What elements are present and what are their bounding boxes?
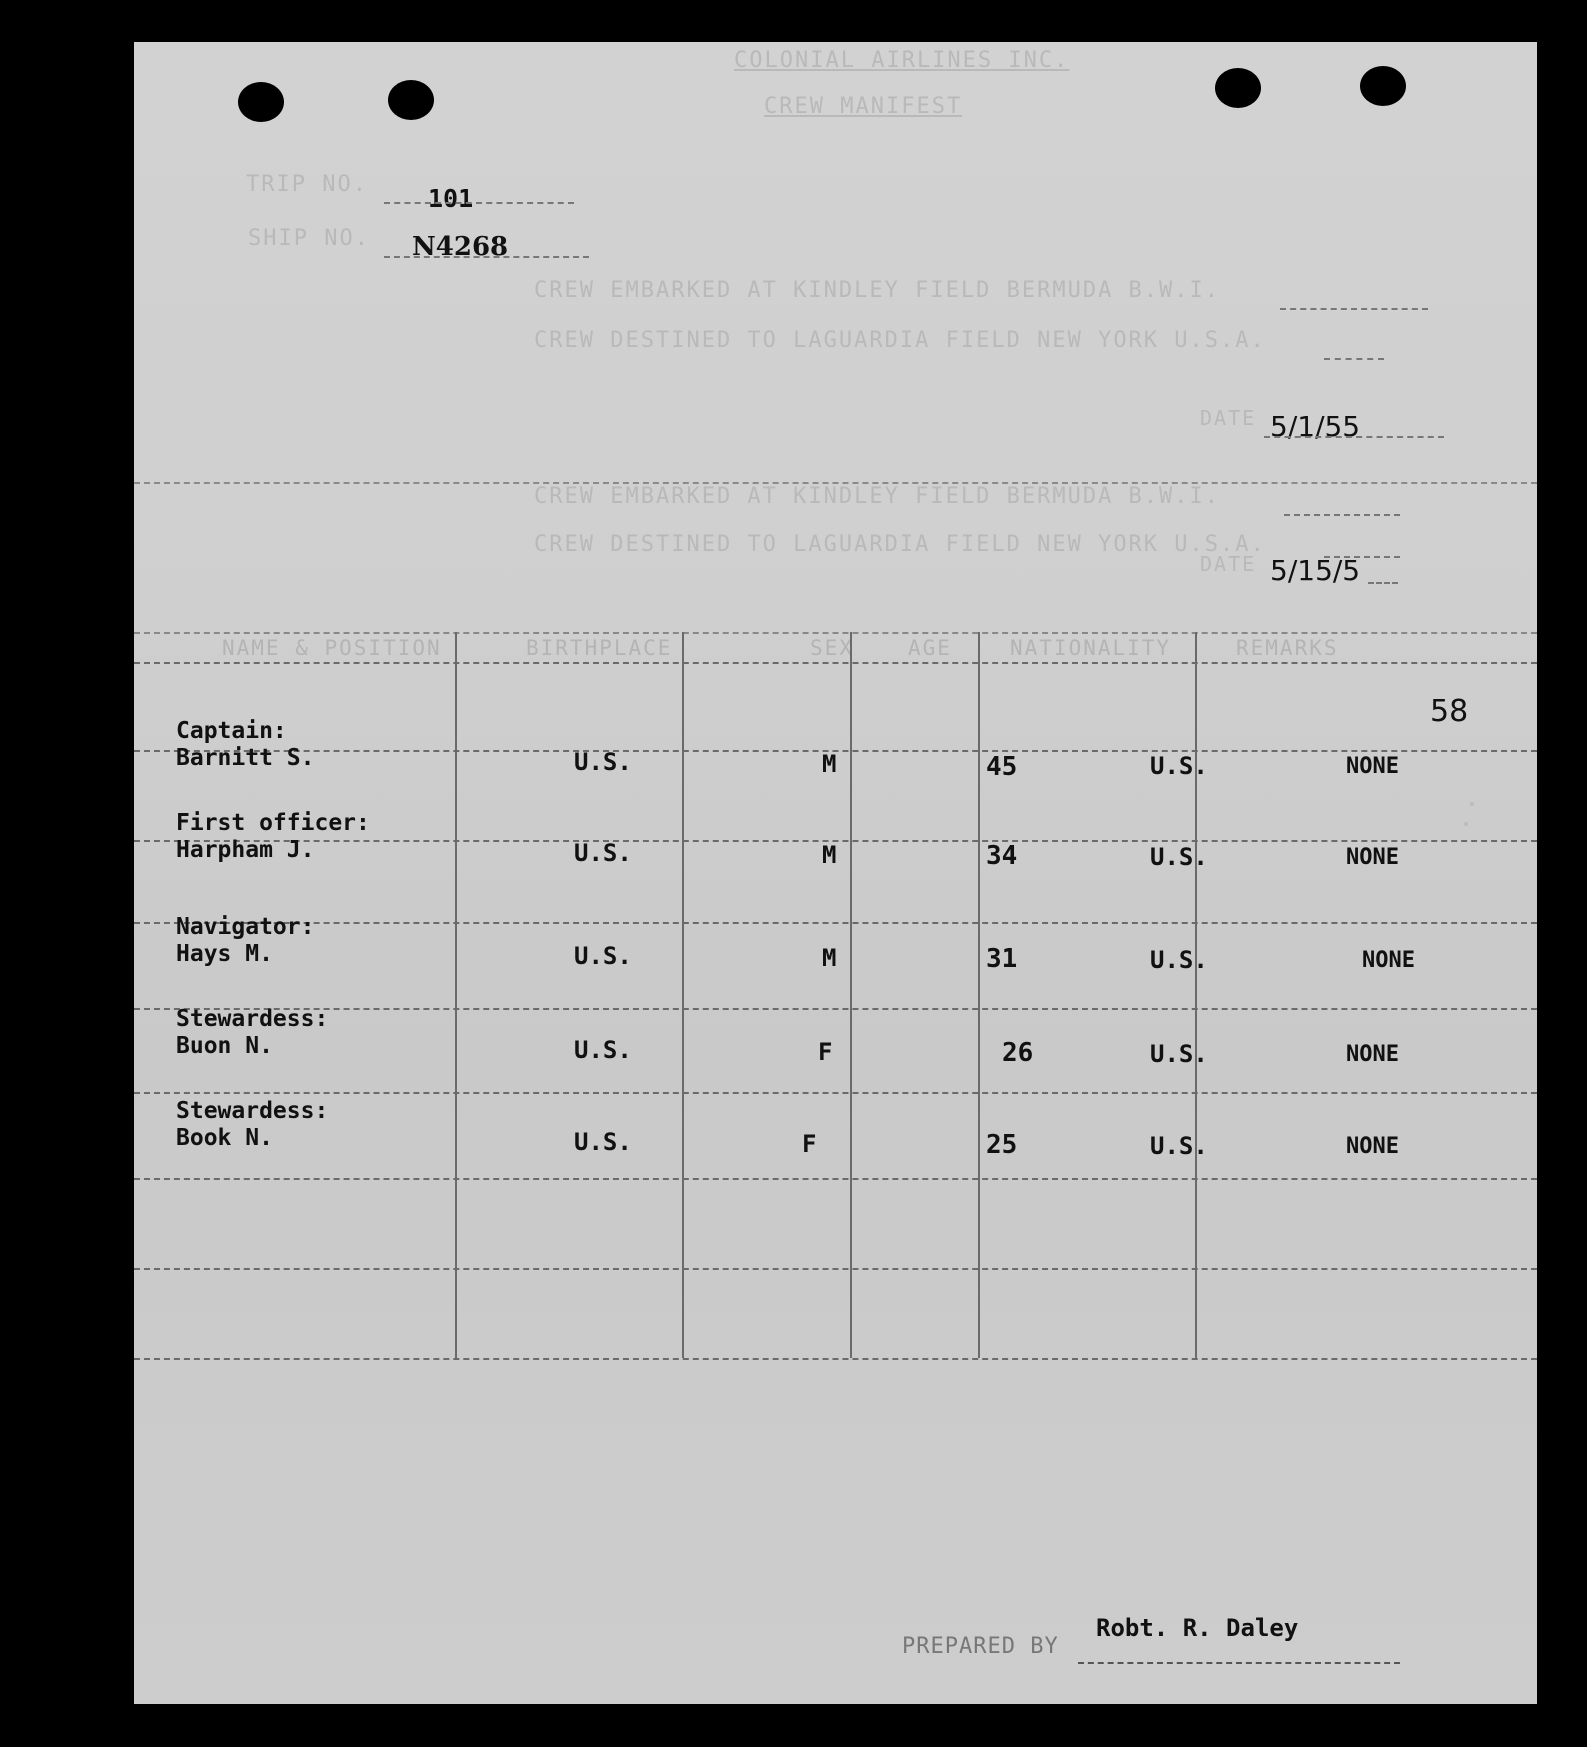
route1-date: 5/1/55 [1270,410,1361,443]
row1-nationality: U.S. [1150,752,1208,780]
paper-speck [1470,802,1474,806]
ship-underline [384,256,589,258]
row1-age: 45 [986,752,1018,782]
row1-name: Barnitt S. [176,745,315,771]
row1-remarks: NONE [1346,754,1399,779]
route1-embarked-line [1280,308,1428,310]
row3-nationality: U.S. [1150,946,1208,974]
row1-position: Captain: [176,718,287,744]
punch-hole-2 [388,80,434,120]
col-divider-3 [850,632,852,1358]
row1-birthplace: U.S. [574,748,632,776]
col-header-birthplace: BIRTHPLACE [526,636,673,660]
col-divider-2 [682,632,684,1358]
row4-name: Buon N. [176,1033,273,1059]
manifest-page [134,42,1537,1704]
row2-sex: M [822,841,837,869]
row-rule-5 [134,1092,1537,1094]
ship-label: SHIP NO. [248,226,370,251]
punch-hole-3 [1215,68,1261,108]
route2-destined: CREW DESTINED TO LAGUARDIA FIELD NEW YORK U.S.A. [534,532,1266,557]
row3-name: Hays M. [176,941,273,967]
row5-remarks: NONE [1346,1134,1399,1159]
row2-birthplace: U.S. [574,839,632,867]
row4-sex: F [818,1038,833,1066]
route2-date-label: DATE [1200,552,1257,576]
row-rule-6 [134,1178,1537,1180]
row4-age: 26 [1002,1038,1034,1068]
route2-date-line [1368,582,1398,584]
row2-position: First officer: [176,810,370,836]
route1-destined: CREW DESTINED TO LAGUARDIA FIELD NEW YORK U.S.A. [534,328,1266,353]
col-header-age: AGE [908,636,952,660]
row5-birthplace: U.S. [574,1128,632,1156]
row4-position: Stewardess: [176,1006,329,1032]
row3-remarks: NONE [1362,948,1415,973]
prepared-by-underline [1078,1662,1400,1664]
document-title: CREW MANIFEST [764,94,963,119]
col-divider-1 [455,632,457,1358]
row2-nationality: U.S. [1150,843,1208,871]
row1-sex: M [822,750,837,778]
row5-sex: F [802,1130,817,1158]
page-mark: 58 [1430,694,1469,729]
row5-age: 25 [986,1130,1018,1160]
route1-destined-line [1324,358,1384,360]
ship-number: N4268 [412,232,509,262]
row3-position: Navigator: [176,914,315,940]
col-header-remarks: REMARKS [1236,636,1339,660]
paper-speck [1464,822,1468,826]
prepared-by-name: Robt. R. Daley [1096,1614,1299,1642]
route1-date-line [1264,436,1444,438]
row5-position: Stewardess: [176,1098,329,1124]
col-header-nationality: NATIONALITY [1010,636,1172,660]
row-rule-7 [134,1268,1537,1270]
trip-label: TRIP NO. [246,172,368,197]
col-divider-4 [978,632,980,1358]
row3-sex: M [822,944,837,972]
col-header-sex: SEX [810,636,854,660]
trip-number: 101 [428,184,474,213]
trip-underline [384,202,574,204]
table-header-rule [134,662,1537,664]
route2-embarked: CREW EMBARKED AT KINDLEY FIELD BERMUDA B.W.I. [534,484,1221,509]
row4-nationality: U.S. [1150,1040,1208,1068]
route1-date-label: DATE [1200,406,1257,430]
row5-name: Book N. [176,1125,273,1151]
row3-birthplace: U.S. [574,942,632,970]
company-name: COLONIAL AIRLINES INC. [734,48,1070,73]
row5-nationality: U.S. [1150,1132,1208,1160]
col-header-name: NAME & POSITION [222,636,442,660]
row2-remarks: NONE [1346,845,1399,870]
row-rule-4 [134,1008,1537,1010]
table-top-rule [134,632,1537,634]
row4-remarks: NONE [1346,1042,1399,1067]
table-bottom-rule [134,1358,1537,1360]
row3-age: 31 [986,944,1018,974]
route2-embarked-line [1284,514,1400,516]
punch-hole-1 [238,82,284,122]
punch-hole-4 [1360,66,1406,106]
row4-birthplace: U.S. [574,1036,632,1064]
prepared-by-label: PREPARED BY [902,1634,1059,1659]
row2-name: Harpham J. [176,837,315,863]
row2-age: 34 [986,841,1018,871]
route1-embarked: CREW EMBARKED AT KINDLEY FIELD BERMUDA B.W.I. [534,278,1221,303]
route2-date: 5/15/5 [1270,554,1361,587]
col-divider-5 [1195,632,1197,1358]
row-rule-3 [134,922,1537,924]
